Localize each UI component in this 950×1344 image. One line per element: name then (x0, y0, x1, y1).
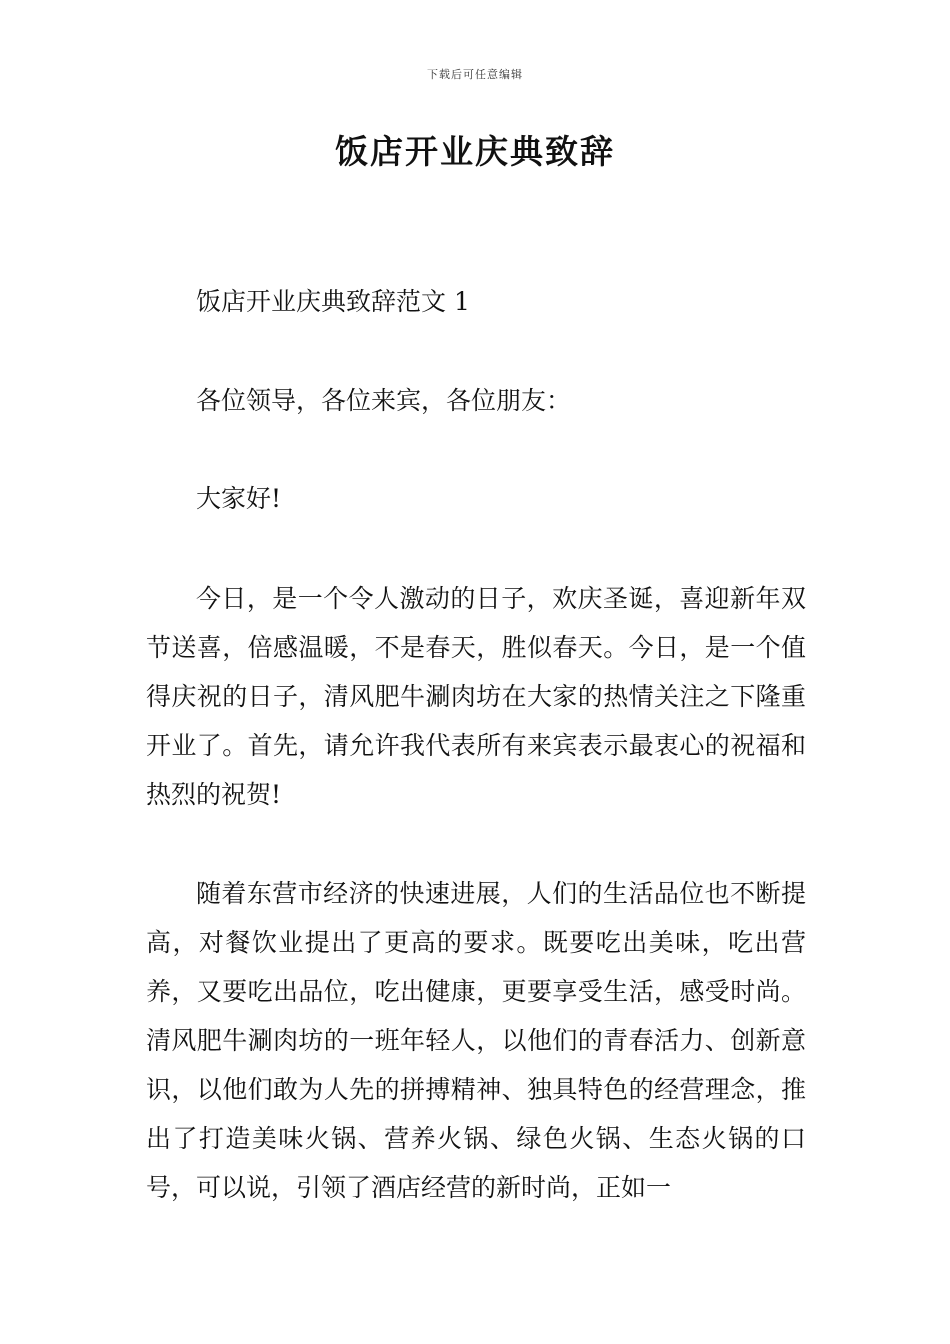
document-subtitle: 饭店开业庆典致辞范文 1 (196, 287, 470, 316)
paragraph-1: 今日，是一个令人激动的日子，欢庆圣诞，喜迎新年双节送喜，倍感温暖，不是春天，胜似春天。今日，是一个值得庆祝的日子，清风肥牛涮肉坊在大家的热情关注之下隆重开业了。首先，请允许我代表所有来宾表示最衷心的祝福和热烈的祝贺! (146, 584, 806, 809)
salutation: 各位领导，各位来宾，各位朋友： (196, 386, 572, 415)
document-title: 饭店开业庆典致辞 (335, 132, 615, 171)
paragraph-2: 随着东营市经济的快速进展，人们的生活品位也不断提高，对餐饮业提出了更高的要求。既要吃出美味，吃出营养，又要吃出品位，吃出健康，更要享受生活，感受时尚。清风肥牛涮肉坊的一班年轻人，以他们的青春活力、创新意识，以他们敢为人先的拼搏精神、独具特色的经营理念，推出了打造美味火锅、营养火锅、绿色火锅、生态火锅的口号，可以说，引领了酒店经营的新时尚，正如一 (146, 879, 806, 1202)
greeting-hello: 大家好! (196, 484, 282, 513)
header-note: 下载后可任意编辑 (427, 68, 523, 81)
